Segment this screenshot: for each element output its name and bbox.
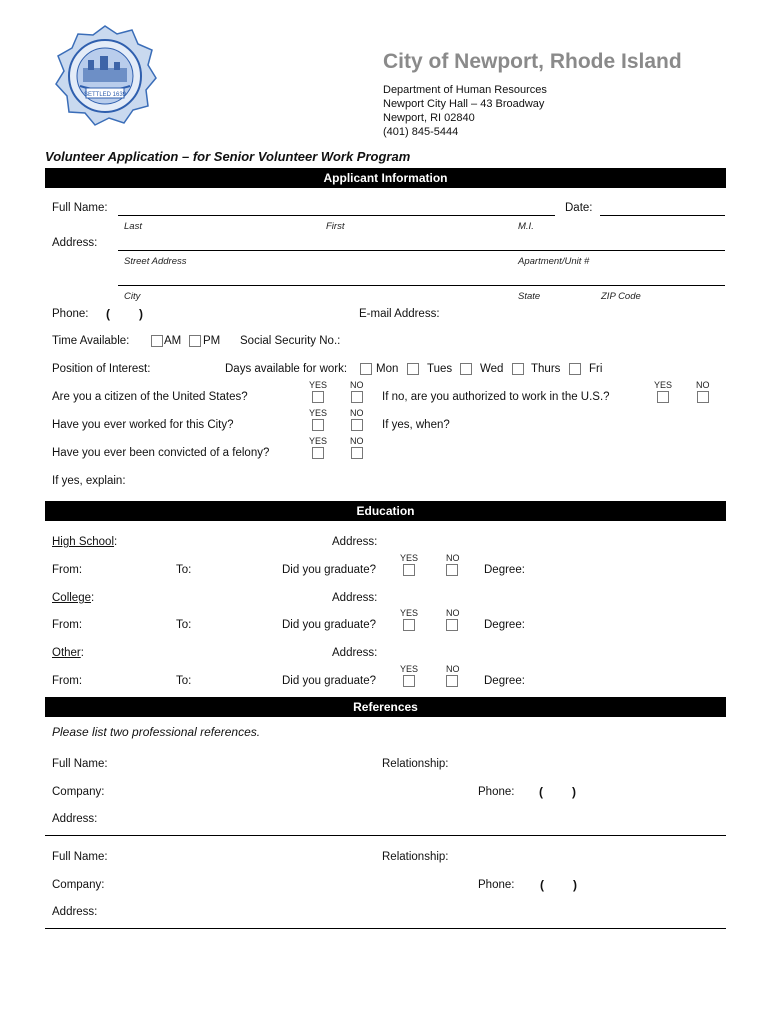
wed-checkbox[interactable]	[460, 363, 472, 375]
ref2-company-label: Company:	[52, 879, 105, 891]
am-checkbox[interactable]	[151, 335, 163, 347]
other-no-header: NO	[446, 664, 460, 674]
thurs-checkbox[interactable]	[512, 363, 524, 375]
ref2-phone-label: Phone:	[478, 879, 515, 891]
explain-label: If yes, explain:	[52, 475, 126, 487]
dept-name: Department of Human Resources	[383, 84, 547, 96]
ref2-paren-open: (	[540, 878, 544, 892]
ref2-address-label: Address:	[52, 906, 98, 918]
email-label: E-mail Address:	[359, 308, 440, 320]
references-instruction: Please list two professional references.	[52, 725, 261, 739]
street-sublabel: Street Address	[124, 256, 187, 267]
apt-sublabel: Apartment/Unit #	[518, 256, 590, 267]
date-field[interactable]	[600, 215, 725, 216]
ref2-paren-close: )	[573, 878, 577, 892]
college-colon: :	[91, 592, 95, 604]
ref1-company-label: Company:	[52, 786, 105, 798]
felony-yes-header: YES	[309, 436, 328, 446]
section-applicant-info: Applicant Information	[45, 168, 726, 188]
citizen-no-checkbox[interactable]	[351, 391, 363, 403]
time-available-label: Time Available:	[52, 335, 130, 347]
other-graduate-yes-checkbox[interactable]	[403, 675, 415, 687]
felony-no-checkbox[interactable]	[351, 447, 363, 459]
other-from-label: From:	[52, 675, 83, 687]
college-label	[52, 592, 94, 604]
ref1-address-label: Address:	[52, 813, 98, 825]
college-address-label: Address:	[332, 592, 378, 604]
citizen-no-header: NO	[350, 380, 364, 390]
state-sublabel: State	[518, 291, 541, 302]
high-school-label	[52, 536, 117, 548]
wed-label: Wed	[480, 363, 504, 375]
hs-graduate-no-checkbox[interactable]	[446, 564, 458, 576]
when-label: If yes, when?	[382, 419, 450, 431]
other-degree-label: Degree:	[484, 675, 525, 687]
felony-question: Have you ever been convicted of a felony?	[52, 447, 270, 459]
phone-paren-open: (	[106, 307, 110, 321]
ref1-phone-label: Phone:	[478, 786, 515, 798]
college-degree-label: Degree:	[484, 619, 525, 631]
high-school-colon: :	[114, 536, 118, 548]
college-from-label: From:	[52, 619, 83, 631]
college-yes-header: YES	[400, 608, 419, 618]
hs-yes-header: YES	[400, 553, 419, 563]
days-label: Days available for work:	[225, 363, 348, 375]
other-text: Other	[52, 647, 81, 659]
am-label: AM	[164, 335, 182, 347]
pm-checkbox[interactable]	[189, 335, 201, 347]
pm-label: PM	[203, 335, 221, 347]
street-address-field[interactable]	[118, 250, 725, 251]
phone-label: Phone:	[52, 308, 89, 320]
other-graduate-label: Did you graduate?	[282, 675, 376, 687]
authorized-no-checkbox[interactable]	[697, 391, 709, 403]
hs-graduate-yes-checkbox[interactable]	[403, 564, 415, 576]
college-to-label: To:	[176, 619, 192, 631]
date-label: Date:	[565, 202, 593, 214]
fri-label: Fri	[589, 363, 603, 375]
phone-paren-close: )	[139, 307, 143, 321]
worked-question: Have you ever worked for this City?	[52, 419, 234, 431]
authorized-question: If no, are you authorized to work in the U.S.?	[382, 391, 610, 403]
ref1-divider	[45, 835, 726, 836]
college-no-header: NO	[446, 608, 460, 618]
felony-no-header: NO	[350, 436, 364, 446]
high-school-text: High School	[52, 536, 115, 548]
college-graduate-yes-checkbox[interactable]	[403, 619, 415, 631]
hs-to-label: To:	[176, 564, 192, 576]
worked-no-header: NO	[350, 408, 364, 418]
other-label	[52, 647, 84, 659]
hs-graduate-label: Did you graduate?	[282, 564, 376, 576]
ref2-divider	[45, 928, 726, 929]
mon-label: Mon	[376, 363, 399, 375]
ref2-name-label: Full Name:	[52, 851, 108, 863]
authorized-yes-checkbox[interactable]	[657, 391, 669, 403]
first-sublabel: First	[326, 221, 345, 232]
dept-phone: (401) 845-5444	[383, 126, 459, 138]
worked-no-checkbox[interactable]	[351, 419, 363, 431]
full-name-field[interactable]	[118, 215, 555, 216]
tues-label: Tues	[427, 363, 453, 375]
full-name-label: Full Name:	[52, 202, 108, 214]
college-graduate-no-checkbox[interactable]	[446, 619, 458, 631]
other-to-label: To:	[176, 675, 192, 687]
city-seal	[50, 24, 160, 128]
college-text: College	[52, 592, 91, 604]
dept-city: Newport, RI 02840	[383, 112, 475, 124]
address-label: Address:	[52, 237, 98, 249]
position-label: Position of Interest:	[52, 363, 151, 375]
ref1-paren-open: (	[539, 785, 543, 799]
zip-sublabel: ZIP Code	[601, 291, 641, 302]
thurs-label: Thurs	[531, 363, 561, 375]
citizen-yes-checkbox[interactable]	[312, 391, 324, 403]
city-sublabel: City	[124, 291, 141, 302]
ref2-relationship-label: Relationship:	[382, 851, 449, 863]
hs-from-label: From:	[52, 564, 83, 576]
fri-checkbox[interactable]	[569, 363, 581, 375]
last-sublabel: Last	[124, 221, 142, 232]
citizen-question: Are you a citizen of the United States?	[52, 391, 248, 403]
page-title: City of Newport, Rhode Island	[383, 50, 682, 73]
other-address-label: Address:	[332, 647, 378, 659]
felony-yes-checkbox[interactable]	[312, 447, 324, 459]
seal-icon	[50, 24, 160, 128]
city-state-zip-field[interactable]	[118, 285, 725, 286]
hs-degree-label: Degree:	[484, 564, 525, 576]
section-references: References	[45, 697, 726, 717]
hs-no-header: NO	[446, 553, 460, 563]
citizen-yes-header: YES	[309, 380, 328, 390]
section-education: Education	[45, 501, 726, 521]
ref1-relationship-label: Relationship:	[382, 758, 449, 770]
authorized-no-header: NO	[696, 380, 710, 390]
other-yes-header: YES	[400, 664, 419, 674]
tues-checkbox[interactable]	[407, 363, 419, 375]
other-graduate-no-checkbox[interactable]	[446, 675, 458, 687]
other-colon: :	[80, 647, 84, 659]
dept-address: Newport City Hall – 43 Broadway	[383, 98, 545, 110]
ref1-paren-close: )	[572, 785, 576, 799]
mon-checkbox[interactable]	[360, 363, 372, 375]
form-title: Volunteer Application – for Senior Volunteer Work Program	[45, 149, 411, 164]
worked-yes-checkbox[interactable]	[312, 419, 324, 431]
authorized-yes-header: YES	[654, 380, 673, 390]
ref1-name-label: Full Name:	[52, 758, 108, 770]
hs-address-label: Address:	[332, 536, 378, 548]
seal-text: SETTLED 1639	[83, 92, 127, 98]
ssn-label: Social Security No.:	[240, 335, 341, 347]
college-graduate-label: Did you graduate?	[282, 619, 376, 631]
worked-yes-header: YES	[309, 408, 328, 418]
mi-sublabel: M.I.	[518, 221, 534, 232]
